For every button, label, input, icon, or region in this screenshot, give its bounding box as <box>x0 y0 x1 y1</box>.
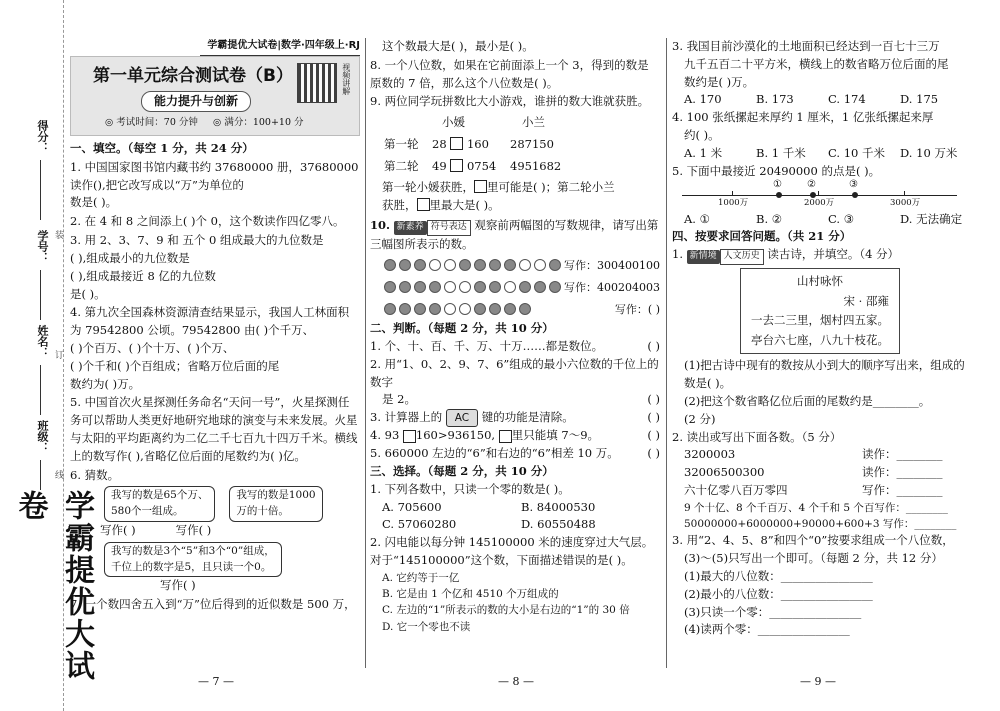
name-label: 姓名： <box>36 325 50 358</box>
symbol-tag: 符号表达 <box>427 220 471 236</box>
section-choice: 三、选择。（每题 2 分，共 10 分） <box>370 464 554 479</box>
answer-box[interactable] <box>403 430 416 443</box>
option-d[interactable]: D. 60550488 <box>521 517 596 532</box>
option-c[interactable]: C. 174 <box>828 92 866 107</box>
binding-strip <box>0 0 94 711</box>
answer-1-q1: (1)把古诗中现有的数按从小到大的顺序写出来，组成的数是( )。 <box>684 358 965 391</box>
option-b[interactable]: B. 1 千米 <box>756 145 806 160</box>
option-a[interactable]: A. 705600 <box>382 499 442 514</box>
guess-bubbles-row <box>104 486 360 522</box>
option-a[interactable]: A. 它约等于一亿 <box>382 571 460 584</box>
option-a[interactable]: A. 170 <box>684 92 722 107</box>
table-head-xiaolan: 小兰 <box>522 115 545 130</box>
question-1-6: 6. 猜数。 <box>70 467 120 482</box>
cut-mark-1: 装 <box>55 231 65 241</box>
student-id-label: 学号： <box>36 230 50 263</box>
qr-code-icon[interactable] <box>297 63 337 103</box>
option-d[interactable]: D. 它一个零也不读 <box>382 620 471 633</box>
page-9-column <box>672 38 972 639</box>
poem-line-1: 一去二三里，烟村四五家。 <box>751 313 889 328</box>
page-8-column <box>370 38 660 635</box>
pattern-answer-3: 写作：( ) <box>614 302 660 316</box>
exam-score: ◎ 满分：100+10 分 <box>213 117 304 128</box>
section-judge: 二、判断。（每题 2 分，共 10 分） <box>370 321 554 336</box>
choice-2-options <box>370 570 660 635</box>
judge-5: 5. 660000 左边的“6”和右边的“6”相差 10 万。 ( ) <box>370 446 660 461</box>
series-header: 学霸提优大试卷|数学·四年级上·RJ <box>200 38 360 56</box>
class-line <box>40 460 41 490</box>
exam-subtitle: 能力提升与创新 <box>141 91 251 112</box>
title-box <box>70 56 360 136</box>
speech-bubble-2: 我写的数是1000 万的十倍。 <box>229 486 322 522</box>
answer-box[interactable] <box>450 137 463 150</box>
answer-box[interactable] <box>450 159 463 172</box>
option-c[interactable]: C. ③ <box>828 211 855 226</box>
choice-5-options <box>672 211 972 229</box>
answer-1: 1. 新情境 人文历史 读古诗，并填空。（4 分） <box>672 246 972 265</box>
option-b[interactable]: B. 173 <box>756 92 794 107</box>
poem-title: 山村咏怀 <box>797 274 843 289</box>
option-b[interactable]: B. ② <box>756 211 783 226</box>
column-divider-1 <box>365 38 366 668</box>
number-line: 1000万 2000万 3000万 ① ② ③ <box>682 181 972 211</box>
question-1-1: 1. 中国国家图书馆内藏书约 37680000 册，37680000 读作(),把它改写成以“万”为单位的 数是( )。 <box>70 159 359 210</box>
choice-1: 1. 下列各数中，只读一个零的数是( )。 <box>370 481 570 496</box>
page-7-column <box>70 140 360 614</box>
guess-answers-row <box>100 522 360 540</box>
judge-3: 3. 计算器上的 AC 键的功能是清除。 ( ) <box>370 409 660 427</box>
table-head-xiaoyuan: 小媛 <box>442 115 465 130</box>
score-label: 得分： <box>36 120 50 153</box>
poem-line-2: 亭台六七座，八九十枝花。 <box>751 332 889 347</box>
answer-1-q2: (2)把这个数省略亿位后面的尾数约是________。 (2 分) <box>684 393 931 426</box>
page-number-7: — 7 — <box>198 675 234 688</box>
point-1: ① <box>773 178 782 190</box>
option-a[interactable]: A. ① <box>684 211 710 226</box>
exam-title: 第一单元综合测试卷（B） <box>93 66 293 86</box>
new-literacy-tag: 新素养 <box>394 221 427 235</box>
choice-3: 3. 我国目前沙漠化的土地面积已经达到一百七十三万 九千五百二十平方米，横线上的数省略万位后面的尾 数约是( )万。 <box>672 39 949 89</box>
option-c[interactable]: C. 左边的“1”所表示的数的大小是右边的“1”的 30 倍 <box>382 604 630 617</box>
cut-mark-3: 线 <box>55 471 65 481</box>
judge-1: 1. 个、十、百、千、万、十万……都是数位。 ( ) <box>370 338 660 353</box>
choice-4: 4. 100 张纸摞起来厚约 1 厘米，1 亿张纸摞起来厚 约( )。 <box>672 110 934 143</box>
exam-time: ◎ 考试时间：70 分钟 <box>105 117 198 128</box>
option-d[interactable]: D. 无法确定 <box>900 211 963 226</box>
question-1-3: 3. 用 2、3、7、9 和 五个 0 组成最大的九位数是 ( ),组成最小的九位数是 ( ),组成最接近 8 亿的九位数 是( )。 <box>70 233 324 301</box>
question-1-10: 10. 新素养 符号表达 观察前两幅图的写数规律，请写出第三幅图所表示的数。 <box>370 218 659 252</box>
option-c[interactable]: C. 57060280 <box>382 517 457 532</box>
judge-2: 2. 用“1、0、2、9、7、6”组成的最小六位数的千位上的数字 是 2。 ( ) <box>370 356 660 407</box>
brand-logo-text: 学霸提优大试卷 <box>12 490 94 682</box>
speech-bubble-1: 我写的数是65个万、 580个一组成。 <box>104 486 215 522</box>
pattern-answer-2: 写作：400204003 <box>564 280 660 294</box>
poem-author: 宋 · 邵雍 <box>843 293 889 308</box>
pattern-answer-1: 写作：300400100 <box>564 258 660 272</box>
answer-2: 2. 读出或写出下面各数。（5 分） <box>672 429 842 444</box>
ac-key-button: AC <box>446 409 478 427</box>
pattern-figures <box>384 254 660 320</box>
question-1-2: 2. 在 4 和 8 之间添上( )个 0，这个数读作四亿零八。 <box>70 214 345 229</box>
read-write-list: 3200003 读作：________ 32006500300 读作：________ 六十亿零八百万零四 写作：________ 9 个十亿、8 个千百万、4 个千和 5 个百写作：________ 50000000+6000000+90000+600+3 写作：________ <box>684 447 957 531</box>
score-line <box>40 160 41 220</box>
id-line <box>40 270 41 320</box>
page-number-9: — 9 — <box>800 675 836 688</box>
option-b[interactable]: B. 84000530 <box>521 499 596 514</box>
exam-meta <box>105 116 304 131</box>
choice-1-options <box>370 499 660 535</box>
question-1-8: 8. 一个八位数，如果在它前面添上一个 3，得到的数是原数的 7 倍，那么这个八位数是( )。 <box>370 57 649 90</box>
choice-5: 5. 下面中最接近 20490000 的点是( )。 <box>672 163 881 178</box>
question-1-4: 4. 第九次全国森林资源清查结果显示，我国人工林面积为 79542800 公顷。79542800 由( )个千万、 ( )个百万、( )个十万、( )个万、 ( )个千和( )个百组成；省略万位后面的尾 数约为( )万。 <box>70 305 350 391</box>
point-2: ② <box>807 178 816 190</box>
pattern-row-1 <box>384 254 660 276</box>
question-1-5: 5. 中国首次火星探测任务命名“天问一号”，火星探测任务可以帮助人类更好地研究地球的演变与未来发展。火星与太阳的平均距离约为二亿二千七百九十四万千米。横线上的数写作( ),省略亿位后面的尾数约为( )亿。 <box>70 395 358 463</box>
guess-answer-2: 写作( ) <box>175 522 212 537</box>
new-context-tag: 新情境 <box>687 250 720 264</box>
qr-label: 视频讲解 <box>341 63 351 95</box>
choice-3-options <box>672 91 972 109</box>
answer-box[interactable] <box>474 180 487 193</box>
guess-answer-3: 写作( ) <box>160 578 196 593</box>
judge-4: 4. 93 160>936150, 里只能填 7～9。 ( ) <box>370 428 660 443</box>
answer-3-items: (1)最大的八位数：________________ (2)最小的八位数：________________ (3)只读一个零：________________ (4)读两个零：________________ <box>684 568 873 637</box>
point-3: ③ <box>849 178 858 190</box>
answer-box[interactable] <box>499 430 512 443</box>
cut-mark-2: 订 <box>55 351 65 361</box>
class-label: 班级： <box>36 420 50 453</box>
answer-box[interactable] <box>417 198 430 211</box>
option-c[interactable]: C. 10 千米 <box>828 145 885 160</box>
answer-3: 3. 用“2、4、5、8”和四个“0”按要求组成一个八位数， (3)～(5)只写出一个即可。（每题 2 分，共 12 分） <box>672 533 954 566</box>
speech-bubble-3: 我写的数是3个“5”和3个“0”组成， 千位上的数字是5，且只读一个0。 <box>104 542 282 578</box>
pattern-row-3 <box>384 298 660 320</box>
option-d[interactable]: D. 175 <box>900 92 939 107</box>
name-line <box>40 365 41 415</box>
question-1-9-answer: 第一轮小媛获胜， 里可能是( )；第二轮小兰 获胜， 里最大是( )。 <box>382 179 615 212</box>
question-1-7: 7. 一个数四舍五入到“万”位后得到的近似数是 500 万， <box>70 597 356 612</box>
section-answer: 四、按要求回答问题。（共 21 分） <box>672 229 852 244</box>
question-1-9: 9. 两位同学玩拼数比大小游戏，谁拼的数大谁就获胜。 <box>370 94 650 109</box>
guess-answer-1: 写作( ) <box>100 522 136 537</box>
game-table: 小媛 小兰 第一轮 28 160 287150 第二轮 49 0754 4951682 <box>384 114 660 175</box>
section-fill-blank: 一、填空。（每空 1 分，共 24 分） <box>70 141 254 155</box>
option-d[interactable]: D. 10 万米 <box>900 145 958 160</box>
choice-4-options <box>672 145 972 163</box>
choice-2: 2. 闪电能以每分钟 145100000 米的速度穿过大气层。对于“145100000”这个数，下面描述错误的是( )。 <box>370 535 654 568</box>
question-1-7-cont: 这个数最大是( )，最小是( )。 <box>382 39 534 53</box>
culture-tag: 人文历史 <box>720 249 764 265</box>
option-b[interactable]: B. 它是由 1 个亿和 4510 个万组成的 <box>382 588 559 601</box>
poem-box <box>740 268 900 354</box>
pattern-row-2 <box>384 276 660 298</box>
page-number-8: — 8 — <box>498 675 534 688</box>
column-divider-2 <box>666 38 667 668</box>
option-a[interactable]: A. 1 米 <box>684 145 723 160</box>
